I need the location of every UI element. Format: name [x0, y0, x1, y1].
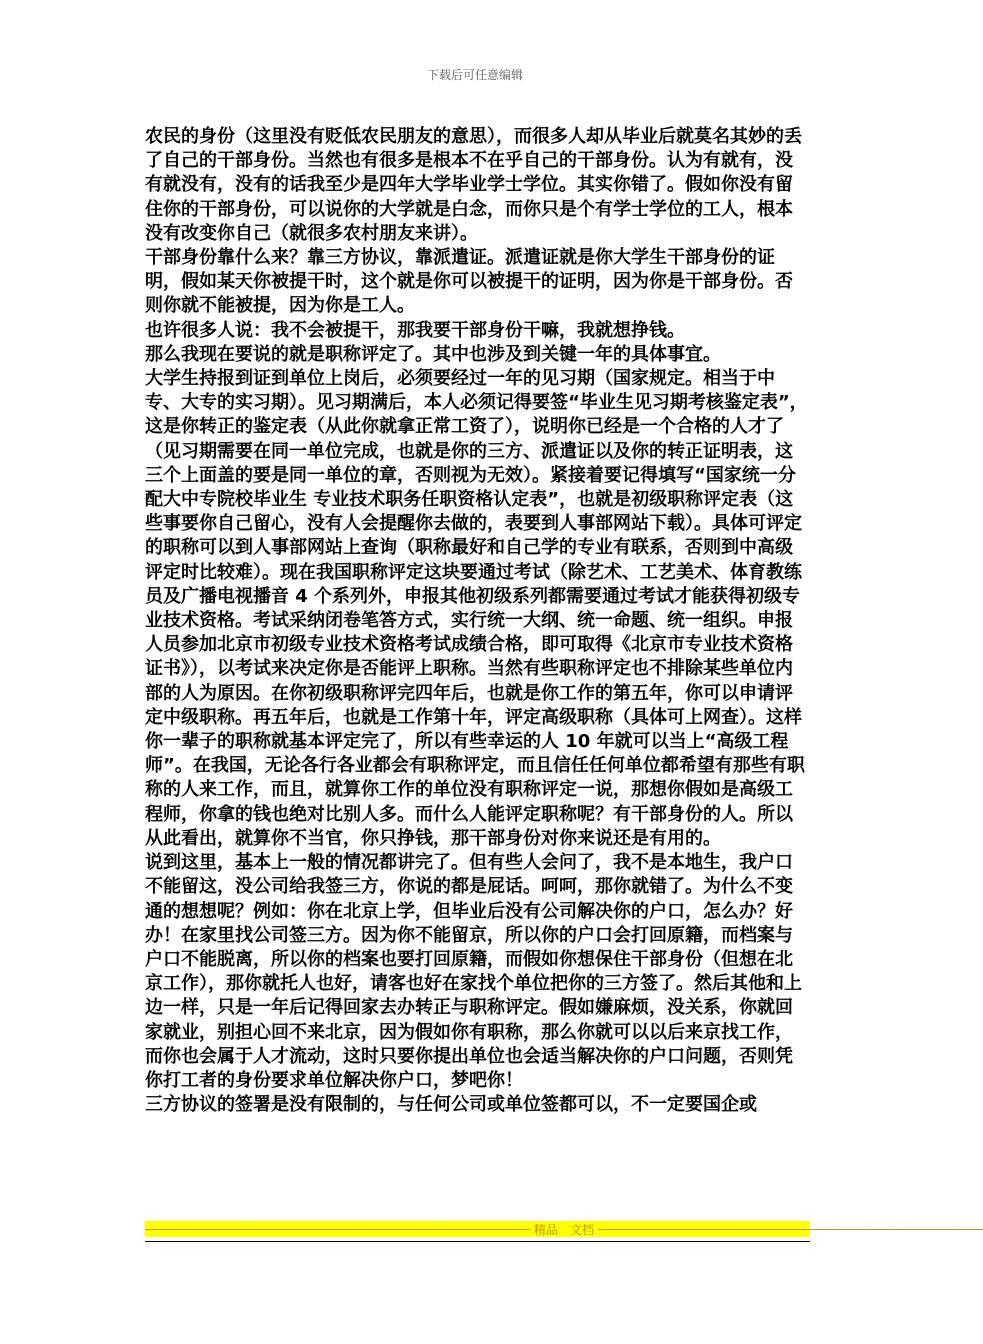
paragraph-4: 那么我现在要说的就是职称评定了。其中也涉及到关键一年的具体事宜。 [145, 343, 721, 365]
footer-banner [145, 1221, 983, 1237]
paragraph-2: 干部身份靠什么来？靠三方协议，靠派遣证。派遣证就是你大学生干部身份的证明，假如某天你被提干时，这个就是你可以被提干的证明，因为你是干部身份。否则你就不能被提，因为你是工人。 [145, 247, 793, 317]
paragraph-3: 也许很多人说：我不会被提干，那我要干部身份干嘛，我就想挣钱。 [145, 319, 685, 341]
footer-label: 精品 文档 [533, 1222, 594, 1237]
footer-dash-right: ------------------------------------------------------------------------------------------------------------------------------ [597, 1222, 983, 1236]
footer-dash-left: ------------------------------------------------------------------------------------------------------------------------------ [145, 1222, 530, 1236]
paragraph-7: 三方协议的签署是没有限制的，与任何公司或单位签都可以，不一定要国企或 [145, 1094, 757, 1116]
footer-rule [145, 1241, 810, 1242]
paragraph-1: 农民的身份（这里没有贬低农民朋友的意思），而很多人却从毕业后就莫名其妙的丢了自己的干部身份。当然也有很多是根本不在乎自己的干部身份。认为有就有，没有就没有，没有的话我至少是四年大学毕业学士学位。其实你错了。假如你没有留住你的干部身份，可以说你的大学就是白念，而你只是个有学士学位的工人，根本没有改变你自己（就很多农村朋友来讲）。 [145, 126, 802, 244]
paragraph-6: 说到这里，基本上一般的情况都讲完了。但有些人会问了，我不是本地生，我户口不能留这，没公司给我签三方，你说的都是屁话。呵呵，那你就错了。为什么不变通的想想呢？例如：你在北京上学，但毕业后没有公司解决你的户口，怎么办？好办！在家里找公司签三方。因为你不能留京，所以你的户口会打回原籍，而档案与户口不能脱离，所以你的档案也要打回原籍，而假如你想保住干部身份（但想在北京工作），那你就托人也好，请客也好在家找个单位把你的三方签了。然后其他和上边一样，只是一年后记得回家去办转正与职称评定。假如嫌麻烦，没关系，你就回家就业，别担心回不来北京，因为假如你有职称，那么你就可以以后来京找工作，而你也会属于人才流动，这时只要你提出单位也会适当解决你的户口问题，否则凭你打工者的身份要求单位解决你户口，梦吧你！ [145, 852, 802, 1091]
paragraph-5: 大学生持报到证到单位上岗后，必须要经过一年的见习期（国家规定。相当于中专、大专的实习期）。见习期满后，本人必须记得要签“毕业生见习期考核鉴定表”，这是你转正的鉴定表（从此你就拿正常工资了），说明你已经是一个合格的人才了（见习期需要在同一单位完成，也就是你的三方、派遣证以及你的转正证明表，这三个上面盖的要是同一单位的章，否则视为无效）。紧接着要记得填写“国家统一分配大中专院校毕业生 专业技术职务任职资格认定表”，也就是初级职称评定表（这些事要你自己留心，没有人会提醒你去做的，表要到人事部网站下载）。具体可评定的职称可以到人事部网站上查询（职称最好和自己学的专业有联系，否则到中高级评定时比较难）。现在我国职称评定这块要通过考试（除艺术、工艺美术、体育教练员及广播电视播音 4 个系列外，申报其他初级系列都需要通过考试才能获得初级专业技术资格。考试采纳闭卷笔答方式，实行统一大纲、统一命题、统一组织。申报人员参加北京市初级专业技术资格考试成绩合格，即可取得《北京市专业技术资格证书》），以考试来决定你是否能评上职称。当然有些职称评定也不排除某些单位内部的人为原因。在你初级职称评完四年后，也就是你工作的第五年，你可以申请评定中级职称。再五年后，也就是工作第十年，评定高级职称（具体可上网查）。这样你一辈子的职称就基本评定完了，所以有些幸运的人 10 年就可以当上“高级工程师”。在我国，无论各行各业都会有职称评定，而且信任任何单位都希望有那些有职称的人来工作，而且，就算你工作的单位没有职称评定一说，那想你假如是高级工程师，你拿的钱也绝对比别人多。而什么人能评定职称呢？有干部身份的人。所以从此看出，就算你不当官，你只挣钱，那干部身份对你来说还是有用的。 [145, 368, 808, 849]
document-body [145, 125, 810, 1117]
page-header: 下载后可任意编辑 [426, 68, 523, 82]
